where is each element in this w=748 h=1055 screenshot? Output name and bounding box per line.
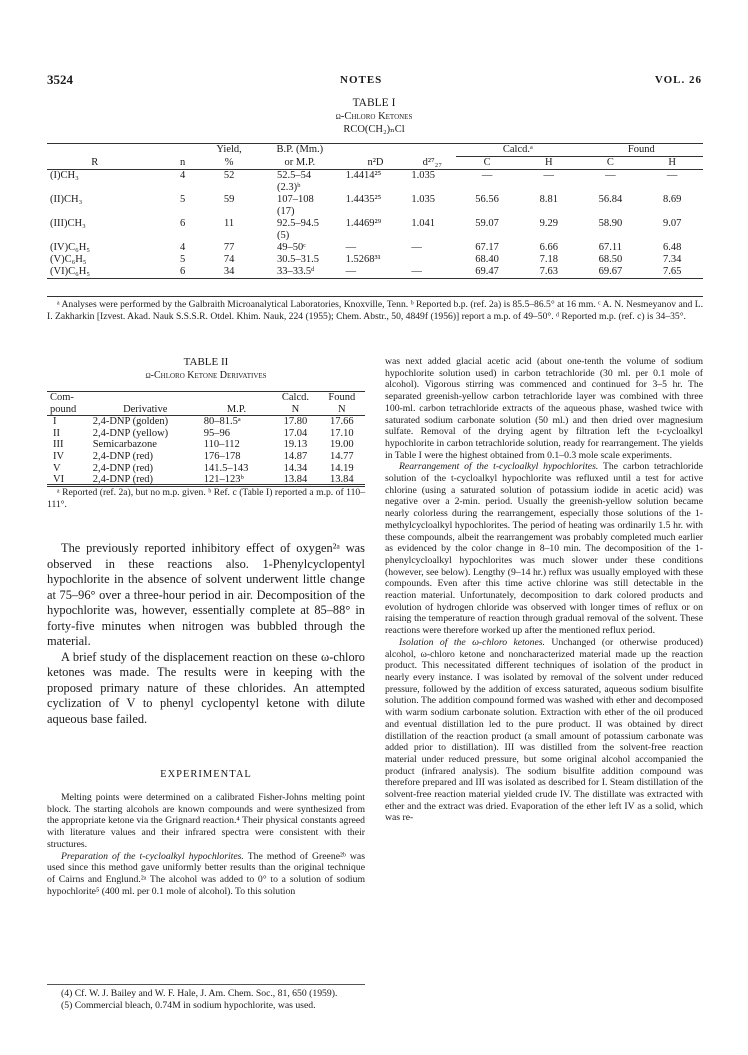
table2-cell: 13.84	[329, 474, 354, 486]
table1-cell: 67.11	[598, 242, 623, 253]
table1-cell: —	[543, 170, 554, 181]
table1-cell: 5	[179, 254, 186, 265]
table1-cell: 1.4435²⁵	[345, 194, 382, 205]
table2-label: TABLE II	[183, 356, 229, 368]
table2-cell: 141.5–143	[203, 462, 249, 474]
paragraph-heading: Isolation of the ω-chloro ketones.	[399, 636, 545, 648]
paragraph-heading: Rearrangement of the t-cycloalkyl hypochlorites.	[399, 461, 599, 473]
table1-cell: 7.34	[662, 254, 682, 265]
table1-cell: 9.07	[662, 218, 682, 229]
table1-cell: 9.29	[539, 218, 558, 229]
table1-cell	[201, 230, 257, 242]
table2-cell: 14.34	[283, 462, 308, 474]
table1-cell: (VI)C₆H₅	[50, 266, 90, 277]
table1-cell: 67.17	[475, 242, 499, 253]
table2-row	[47, 439, 365, 451]
table2-head: Found	[328, 392, 356, 403]
table1-cell: 59.07	[475, 218, 499, 229]
table1-head: Yield,	[216, 144, 242, 155]
table2-cell: Semicarbazone	[92, 439, 157, 451]
table1-cell	[343, 206, 409, 218]
table1-head: n²D	[367, 156, 384, 168]
table1-cell: 8.81	[539, 194, 558, 205]
table1-cell: 68.40	[475, 254, 499, 265]
table1-formula: RCO(CH₂)ₙCl	[343, 124, 405, 135]
table1-label: TABLE I	[352, 97, 396, 109]
table1-cell: —	[605, 170, 616, 181]
table1-cell: 11	[224, 218, 235, 229]
table1-cell	[456, 206, 518, 218]
table1-cell: 1.041	[411, 218, 436, 229]
table1	[47, 143, 703, 279]
table2-cell: 13.84	[283, 474, 308, 486]
table2-cell: 2,4-DNP (golden)	[92, 416, 169, 428]
table1-cell: 1.4414²⁵	[345, 170, 382, 181]
table1-cell: 74	[223, 254, 235, 265]
table2-cell: 2,4-DNP (yellow)	[92, 427, 169, 439]
left-body	[47, 541, 365, 727]
table1-cell	[518, 230, 580, 242]
table1-cell: 52.5–54	[276, 170, 312, 181]
table1-cell: 1.035	[411, 194, 436, 205]
running-head: NOTES	[340, 74, 383, 86]
table1-cell	[580, 182, 642, 194]
table1-cell: 6.66	[539, 242, 558, 253]
table1-cell: —	[666, 170, 678, 181]
table1-cell	[641, 230, 703, 242]
paragraph: Melting points were determined on a calibrated Fisher-Johns melting point block. The starting alcohols are known compounds and were synthesized from the appropriate ketone via the Grignard reaction.⁴ Their physical constants agreed with literature values and their infrared spectra were consistent with their structures.	[47, 792, 365, 850]
table1-cell: 68.50	[598, 254, 623, 265]
paragraph	[385, 461, 703, 637]
table2-cell: IV	[53, 450, 65, 462]
table1-cell: 58.90	[598, 218, 623, 229]
table2-cell: 17.04	[283, 427, 308, 439]
table1-row	[47, 194, 703, 206]
table1-cell: 8.69	[662, 194, 682, 205]
paragraph: A brief study of the displacement reaction on these ω-chloro ketones was made. The results were in keeping with the proposed primary nature of these chlorides. An attempted cyclization of V to phenyl cyclopentyl ketone with dilute aqueous base failed.	[47, 649, 365, 726]
table1-row	[47, 242, 703, 254]
table2-cell: 17.66	[329, 416, 354, 428]
table2-footnote: ᵃ Reported (ref. 2a), but no m.p. given. ᵇ Ref. c (Table I) reported a m.p. of 110–111°.	[47, 484, 365, 511]
table1-cell	[201, 206, 257, 218]
table1-cell: 33–33.5ᵈ	[276, 266, 315, 277]
table1-cell	[518, 182, 580, 194]
table1-cell: 7.63	[539, 266, 558, 277]
table1-row	[47, 170, 703, 183]
reference: (5) Commercial bleach, 0.74M in sodium hypochlorite, was used.	[61, 999, 316, 1011]
table2-cell: 19.00	[329, 439, 354, 451]
references	[47, 984, 365, 1011]
paragraph-heading: Preparation of the t-cycloalkyl hypochlorites.	[61, 850, 244, 862]
table1-cell: 4	[179, 242, 186, 253]
table1-cell	[580, 230, 642, 242]
table1-cell	[641, 182, 703, 194]
right-body	[385, 356, 703, 824]
table2-cell: 80–81.5ᵃ	[203, 416, 241, 428]
page-number: 3524	[47, 72, 73, 87]
table2-head: pound	[50, 403, 77, 415]
table1-head: H	[544, 157, 553, 168]
table1-head: R	[91, 156, 99, 168]
paragraph: The previously reported inhibitory effect of oxygen²ᵃ was observed in these reactions also. 1-Phenylcyclopentyl hypochlorite in the absence of solvent underwent little change at 75–96° over a three-hour period in air. Decomposition of the hypochlorite was, however, essentially complete at 85–88° in forty-five minutes when nitrogen was bubbled through the material.	[47, 541, 365, 648]
table2-cell: 2,4-DNP (red)	[92, 474, 153, 486]
table1-cell: (III)CH₃	[50, 218, 86, 229]
table1-cell	[343, 182, 409, 194]
table2-cell: 19.13	[283, 439, 308, 451]
table2-row	[47, 451, 365, 463]
table1-row	[47, 230, 703, 242]
table1-cell: 5	[179, 194, 186, 205]
table1-cell	[201, 182, 257, 194]
table1-cell	[456, 182, 518, 194]
table1-cell: (17)	[276, 206, 295, 217]
table1-cell	[641, 206, 703, 218]
table1-title: ω-Chloro Ketones	[335, 111, 413, 122]
table2-cell: V	[53, 462, 61, 474]
table1-cell: (5)	[276, 230, 290, 241]
table1-cell: 69.47	[475, 266, 499, 277]
table1-cell	[143, 182, 202, 194]
table2-cell: VI	[53, 474, 65, 486]
table1-cell: —	[345, 242, 357, 253]
table2-cell: 17.10	[329, 427, 354, 439]
table1-head: %	[224, 156, 234, 168]
table1-row	[47, 182, 703, 194]
table1-cell	[143, 230, 202, 242]
left-experimental-body	[47, 792, 365, 897]
table1-row	[47, 266, 703, 279]
table1-cell	[47, 206, 143, 218]
paragraph-text: The method of Greene²ᵇ was used since this method gave uniformly better results than the original technique of Cairns and Englund.²ᵃ The alcohol was added to 0° to a solution of sodium hypochlorite⁵ (400 ml. per 0.1 mole of alcohol). To this solution	[47, 850, 365, 897]
table2-cell: 2,4-DNP (red)	[92, 462, 153, 474]
table1-head: C	[606, 157, 614, 168]
table2-cell: 121–123ᵇ	[203, 474, 244, 486]
table1-cell: 6	[179, 266, 186, 277]
volume-label: VOL. 26	[654, 74, 702, 86]
table1-cell: 107–108	[276, 194, 314, 205]
table1-cell: (II)CH₃	[50, 194, 83, 205]
table2-head: Calcd.	[281, 392, 309, 403]
table2-head: Derivative	[123, 403, 168, 415]
table1-head: or M.P.	[284, 156, 316, 168]
table1-head: n	[179, 156, 186, 168]
table2-head: N	[338, 403, 346, 415]
table1-cell	[143, 206, 202, 218]
table1-cell: 49–50ᶜ	[276, 242, 306, 253]
paragraph	[385, 637, 703, 824]
table2-row	[47, 416, 365, 428]
table2-cell: 176–178	[203, 450, 241, 462]
table1-cell	[408, 182, 456, 194]
table2-cell: 14.77	[329, 450, 354, 462]
table1-cell: 56.84	[598, 194, 623, 205]
table1-cell: —	[481, 170, 493, 181]
table2-caption	[47, 356, 365, 382]
table2-cell: II	[53, 427, 60, 439]
table1-cell	[518, 206, 580, 218]
paragraph: was next added glacial acetic acid (about one-tenth the volume of sodium hypochlorite solution used) in carbon tetrachloride (30 ml. per 0.1 mole of alcohol). Vigorous stirring was commenced and continued for 3–5 hr. The separated greenish-yellow carbon tetrachloride layer was combined with three 100-ml. carbon tetrachloride extracts of the aqueous phase, washed twice with saturated sodium carbonate solution (50 ml.) and then dried over magnesium sulfate. Removal of the drying agent by filtration left the t-cycloalkyl hypochlorite in carbon tetrachloride solution, ready for rearrangement. The yields in Table I were the highest obtained from 0.1–0.3 mole scale experiments.	[385, 356, 703, 461]
table1-cell	[408, 206, 456, 218]
table1-row	[47, 254, 703, 266]
table2	[47, 391, 365, 487]
table1-footnote: ᵃ Analyses were performed by the Galbraith Microanalytical Laboratories, Knoxville, Tenn. ᵇ Reported b.p. (ref. 2a) is 85.5–86.5° at 16 mm. ᶜ A. N. Nesmeyanov and L. I. Zakharkin [Izvest. Akad. Nauk S.S.S.R. Otdel. Khim. Nauk, 224 (1955); Chem. Abstr., 50, 4849f (1956)] report a m.p. of 49–50°. ᵈ Reported m.p. (ref. c) is 34–35°.	[47, 296, 703, 323]
reference: (4) Cf. W. J. Bailey and W. F. Hale, J. Am. Chem. Soc., 81, 650 (1959).	[61, 988, 338, 999]
table1-head: d²⁷₂₇	[422, 156, 442, 168]
table2-cell: I	[53, 416, 57, 428]
table2-cell: 17.80	[283, 416, 308, 428]
table1-head: Calcd.ᵃ	[456, 144, 579, 157]
table1-head: Found	[580, 144, 703, 157]
table1-caption	[0, 97, 748, 136]
table1-cell: 4	[179, 170, 186, 181]
table2-head: Com-	[50, 392, 74, 403]
table1-cell: 34	[223, 266, 235, 277]
table2-cell: 95–96	[203, 427, 230, 439]
table2-cell: 2,4-DNP (red)	[92, 450, 153, 462]
table1-cell: 92.5–94.5	[276, 218, 319, 229]
table2-row	[47, 463, 365, 475]
table1-cell: —	[345, 266, 357, 277]
table1-cell	[408, 230, 456, 242]
table1-cell: 30.5–31.5	[276, 254, 319, 265]
paragraph	[47, 851, 365, 898]
table1-row	[47, 218, 703, 230]
table1-cell: 1.5268³¹	[345, 254, 381, 265]
table1-cell	[408, 254, 456, 266]
table1-cell: (IV)C₆H₅	[50, 242, 90, 253]
table1-cell: —	[411, 266, 422, 277]
table1-cell: 56.56	[475, 194, 499, 205]
table1-cell	[343, 230, 409, 242]
table1-cell: 7.65	[662, 266, 682, 277]
table1-cell	[47, 182, 143, 194]
table1-cell: 77	[223, 242, 235, 253]
table2-cell: 110–112	[203, 439, 240, 451]
table1-head: B.P. (Mm.)	[276, 144, 324, 155]
table1-cell: 52	[223, 170, 235, 181]
table2-head: N	[291, 403, 300, 415]
section-heading-experimental: EXPERIMENTAL	[160, 769, 252, 780]
table2-title: ω-Chloro Ketone Derivatives	[145, 370, 267, 381]
table1-cell: 59	[223, 194, 235, 205]
table1-cell: (I)CH₃	[50, 170, 79, 181]
table1-cell	[456, 230, 518, 242]
table1-cell: 1.035	[411, 170, 436, 181]
paragraph-text: Unchanged (or otherwise produced) alcohol, ω-chloro ketone and noncharacterized material made up the reaction product. This necessitated different techniques of isolation of the product in nearly every instance. I was isolated by removal of the solvent under reduced pressure, followed by the addition of excess saturated, aqueous sodium bisulfite solution. The addition compound formed was washed with ether and decomposed with warm sodium carbonate solution. Extraction with ether of the oil produced and eventual distillation led to the pure product. II was obtained by direct distillation of the reaction product (a small amount of potassium carbonate was added prior to distillation). III was distilled from the solvent-free reaction material under reduced pressure, but some original alcohol accompanied the product (infrared analysis). The sodium bisulfite addition compound was therefore prepared and III was isolated as described for I. Steam distillation of the solvent-free reaction material yielded crude IV. The distillate was extracted with ether and the extract was dried. Evaporation of the ether left IV as a solid, which was re-	[385, 636, 703, 824]
table1-cell	[580, 206, 642, 218]
table1-head: C	[483, 157, 491, 168]
table1-cell: 69.67	[598, 266, 623, 277]
table2-cell: 14.19	[329, 462, 354, 474]
table1-cell: 6.48	[662, 242, 682, 253]
table1-row	[47, 206, 703, 218]
table1-cell: (V)C₆H₅	[50, 254, 87, 265]
table1-cell: 6	[179, 218, 186, 229]
table1-cell: 1.4469²⁹	[345, 218, 382, 229]
table1-cell: (2.3)ᵇ	[276, 182, 301, 193]
table1-cell: —	[411, 242, 422, 253]
table2-cell: 14.87	[283, 450, 308, 462]
table2-cell: III	[53, 439, 64, 451]
table1-head: H	[668, 157, 676, 168]
table2-row	[47, 428, 365, 440]
table1-cell: 7.18	[539, 254, 558, 265]
paragraph-text: The carbon tetrachloride solution of the t-cycloalkyl hypochlorite was refluxed until a test for active chlorine (using a saturated solution of potassium iodide in acetic acid) was negative over a 2-min. period. Usually the greenish-yellow solution became nearly colorless during the rearrangement, especially those solutions of the 1-methylcycloalkyl hypochlorites. The period of heating was ordinarily 1.5 hr. with these compounds, albeit the rearrangement was probably completed much earlier as evidenced by the color change in 8–10 min. The decomposition of the 1-phenylcycloalkyl hypochlorites was much slower under these conditions (however, see below). Lengthy (9–14 hr.) reflux was usually employed with these compounds. Even after this time active chlorine was still detectable in the reaction material. Unfortunately, decomposition to dark colored products and evolution of hydrogen chloride was observed with longer times of reflux or on raising the temperature of reaction through gradual removal of the solvent. These reactions were therefore worked up after the mentioned reflux period.	[385, 461, 703, 637]
table2-head: M.P.	[226, 403, 247, 415]
table1-cell	[47, 230, 143, 242]
